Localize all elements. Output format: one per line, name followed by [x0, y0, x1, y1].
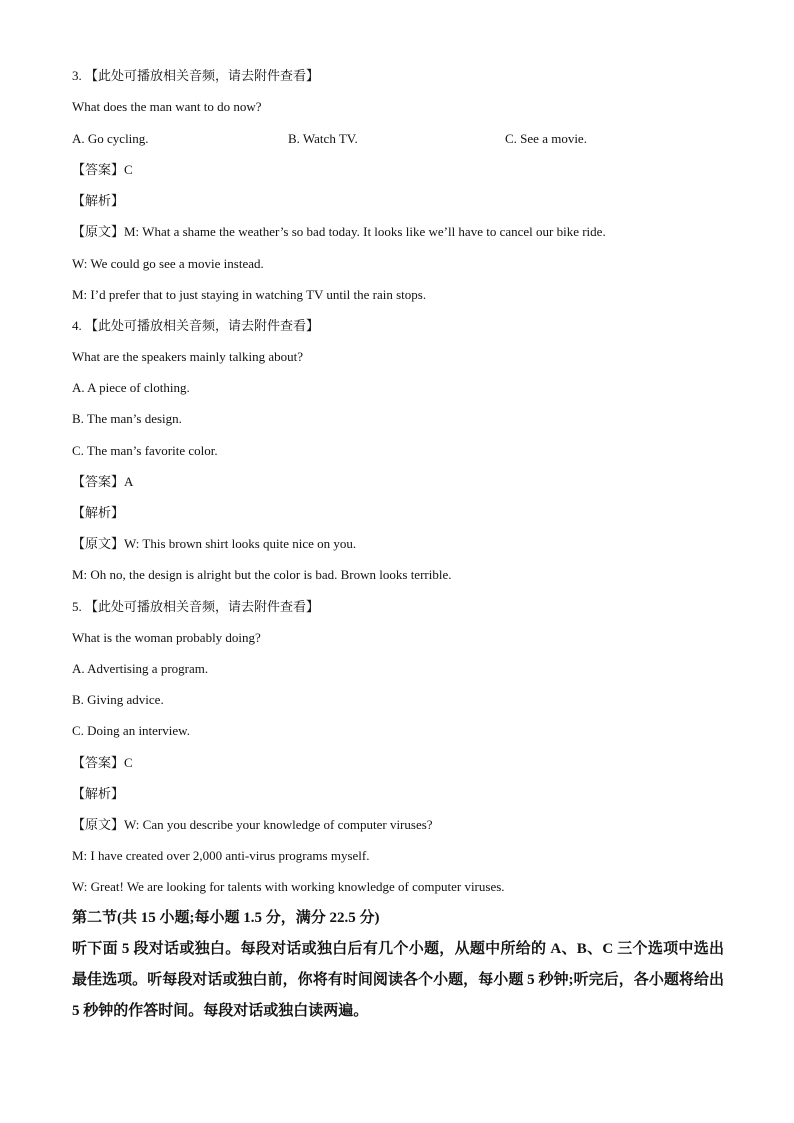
section-title: 第二节(共 15 小题;每小题 1.5 分，满分 22.5 分) [72, 910, 380, 926]
q5-transcript-line-1: 【原文】W: Can you describe your knowledge of computer viruses? [72, 817, 433, 832]
q4-question: What are the speakers mainly talking about? [72, 349, 304, 364]
q3-transcript-line-3: M: I’d prefer that to just staying in watching TV until the rain stops. [72, 287, 427, 302]
q3-option-b: B. Watch TV. [288, 131, 358, 146]
q4-header: 4. 【此处可播放相关音频，请去附件查看】 [72, 318, 320, 333]
q5-question: What is the woman probably doing? [72, 630, 261, 645]
q3-transcript-line-2: W: We could go see a movie instead. [72, 256, 264, 271]
q3-transcript-line-1: 【原文】M: What a shame the weather’s so bad today. It looks like we’ll have to cancel our bike ride. [72, 224, 606, 239]
q5-header: 5. 【此处可播放相关音频，请去附件查看】 [72, 599, 320, 614]
q5-option-a: A. Advertising a program. [72, 661, 209, 676]
q5-option-c: C. Doing an interview. [72, 723, 190, 738]
q3-question: What does the man want to do now? [72, 99, 262, 114]
q3-header: 3. 【此处可播放相关音频，请去附件查看】 [72, 68, 320, 83]
q5-option-b: B. Giving advice. [72, 692, 164, 707]
q4-option-a: A. A piece of clothing. [72, 380, 190, 395]
section-instructions: 听下面 5 段对话或独白。每段对话或独白后有几个小题，从题中所给的 A、B、C 三个选项中选出最佳选项。听每段对话或独白前，你将有时间阅读各个小题，每小题 5 秒钟;听完后，各小题将给出 5 秒钟的作答时间。每段对话或独白读两遍。 [72, 941, 724, 1019]
q5-transcript-line-3: W: Great! We are looking for talents with working knowledge of computer viruses. [72, 879, 505, 894]
q4-answer: 【答案】A [72, 474, 134, 489]
q3-answer: 【答案】C [72, 162, 133, 177]
q4-option-b: B. The man’s design. [72, 411, 182, 426]
q4-option-c: C. The man’s favorite color. [72, 443, 218, 458]
q5-answer: 【答案】C [72, 755, 133, 770]
q3-analysis-label: 【解析】 [72, 193, 125, 208]
q4-transcript-line-1: 【原文】W: This brown shirt looks quite nice on you. [72, 536, 357, 551]
q3-option-c: C. See a movie. [505, 131, 587, 146]
q5-transcript-line-2: M: I have created over 2,000 anti-virus programs myself. [72, 848, 370, 863]
q3-option-a: A. Go cycling. [72, 131, 149, 146]
q4-transcript-line-2: M: Oh no, the design is alright but the color is bad. Brown looks terrible. [72, 567, 452, 582]
q4-analysis-label: 【解析】 [72, 505, 125, 520]
q5-analysis-label: 【解析】 [72, 786, 125, 801]
